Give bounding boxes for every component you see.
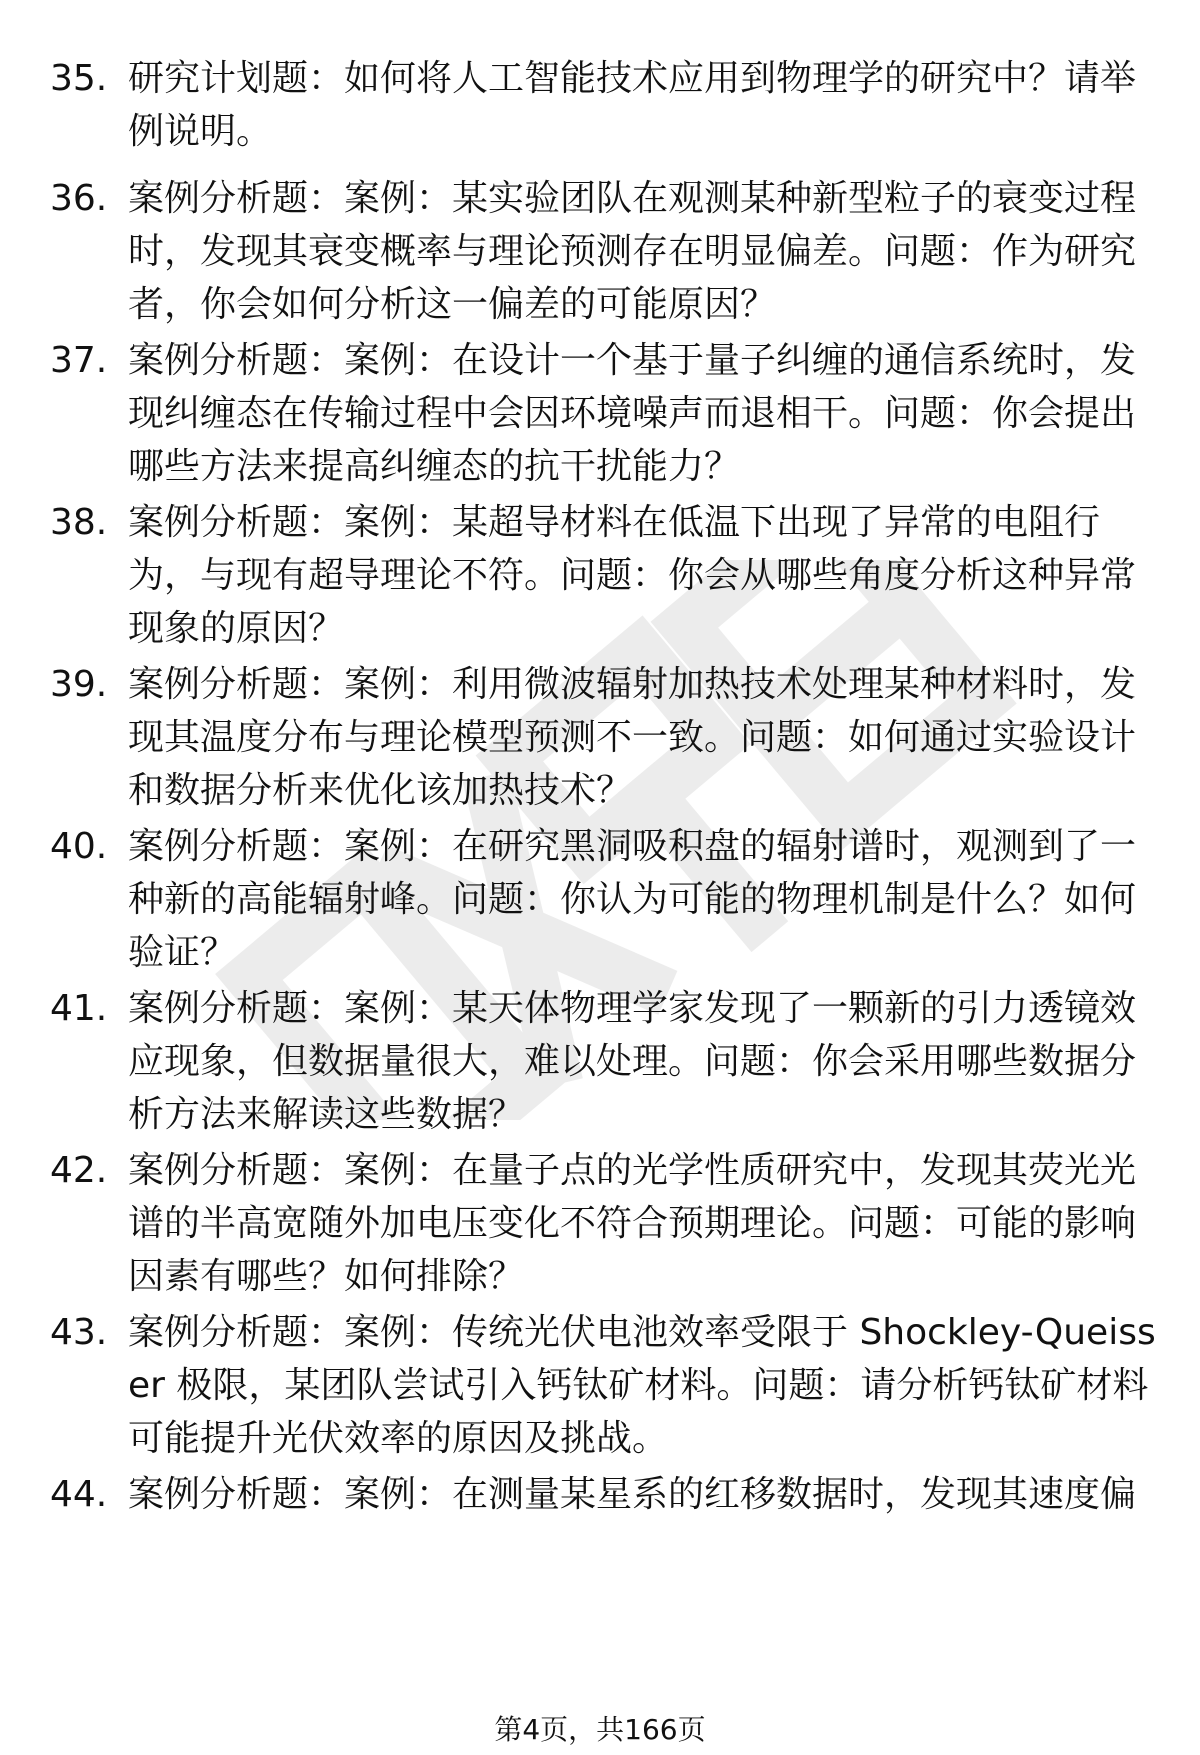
question-number: 43. [50,1312,108,1353]
question-number: 42. [50,1150,108,1191]
question-text: 案例分析题：案例：某超导材料在低温下出现了异常的电阻行为，与现有超导理论不符。问题：你会从哪些角度分析这种异常现象的原因？ [128,502,1137,649]
question-text: 案例分析题：案例：某天体物理学家发现了一颗新的引力透镜效应现象，但数据量很大，难以处理。问题：你会采用哪些数据分析方法来解读这些数据？ [128,988,1137,1135]
question-number: 44. [50,1474,108,1515]
question-item [50,172,1160,331]
question-number: 39. [50,664,108,705]
question-item [50,658,1160,817]
question-number: 41. [50,988,108,1029]
question-item [50,1468,1160,1521]
question-item [50,496,1160,655]
question-item [50,982,1160,1141]
question-number: 40. [50,826,108,867]
question-number: 35. [50,58,108,99]
question-text: 案例分析题：案例：利用微波辐射加热技术处理某种材料时，发现其温度分布与理论模型预测不一致。问题：如何通过实验设计和数据分析来优化该加热技术？ [128,664,1137,811]
question-text: 研究计划题：如何将人工智能技术应用到物理学的研究中？请举例说明。 [128,58,1137,152]
question-item [50,820,1160,979]
question-text: 案例分析题：案例：在量子点的光学性质研究中，发现其荧光光谱的半高宽随外加电压变化不符合预期理论。问题：可能的影响因素有哪些？如何排除？ [128,1150,1137,1297]
question-number: 38. [50,502,108,543]
question-item [50,334,1160,493]
question-item [50,52,1160,158]
question-text: 案例分析题：案例：在研究黑洞吸积盘的辐射谱时，观测到了一种新的高能辐射峰。问题：你认为可能的物理机制是什么？如何验证？ [128,826,1137,973]
question-text: 案例分析题：案例：某实验团队在观测某种新型粒子的衰变过程时，发现其衰变概率与理论预测存在明显偏差。问题：作为研究者，你会如何分析这一偏差的可能原因？ [128,178,1137,325]
question-text: 案例分析题：案例：在设计一个基于量子纠缠的通信系统时，发现纠缠态在传输过程中会因环境噪声而退相干。问题：你会提出哪些方法来提高纠缠态的抗干扰能力？ [128,340,1137,487]
question-text: 案例分析题：案例：传统光伏电池效率受限于 Shockley-Queisser 极限，某团队尝试引入钙钛矿材料。问题：请分析钙钛矿材料可能提升光伏效率的原因及挑战。 [128,1312,1156,1459]
question-item [50,1306,1160,1465]
question-number: 37. [50,340,108,381]
question-item [50,1144,1160,1303]
question-text: 案例分析题：案例：在测量某星系的红移数据时，发现其速度偏 [128,1474,1137,1515]
question-number: 36. [50,178,108,219]
page-footer: 第4页，共166页 [494,1713,706,1746]
